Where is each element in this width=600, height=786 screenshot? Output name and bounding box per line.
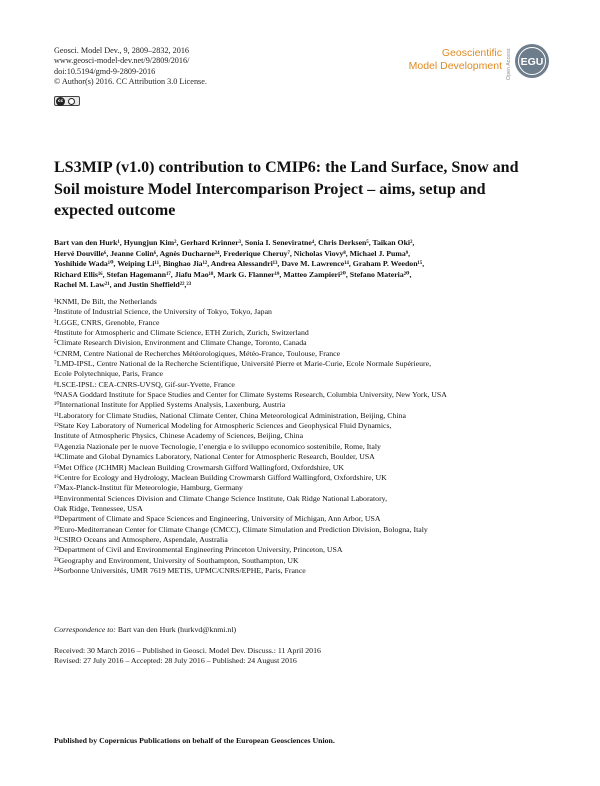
article-url[interactable]: www.geosci-model-dev.net/9/2809/2016/: [54, 56, 190, 66]
cc-by-icon: [68, 98, 75, 105]
affiliation: ⁵Climate Research Division, Environment and Climate Change, Toronto, Canada: [54, 338, 307, 348]
affiliation: ²Institute of Industrial Science, the University of Tokyo, Tokyo, Japan: [54, 307, 272, 317]
correspondence-contact[interactable]: Bart van den Hurk (hurkvd@knmi.nl): [117, 625, 237, 634]
author-line: Hervé Douville⁶, Jeanne Colin⁶, Agnès Ducharne²⁴, Frederique Cheruy⁷, Nicholas Viovy⁸, Michael J. Puma⁹,: [54, 248, 411, 258]
open-access-label: Open Access: [506, 48, 512, 80]
correspondence: [54, 625, 236, 634]
affiliation: ⁹NASA Goddard Institute for Space Studies and Center for Climate Systems Research, Columbia University, New York, USA: [54, 390, 447, 400]
affiliation: ¹³Agenzia Nazionale per le nuove Tecnologie, l’energia e lo sviluppo economico sostenibile, Rome, Italy: [54, 441, 381, 451]
author-line: Bart van den Hurk¹, Hyungjun Kim², Gerhard Krinner³, Sonia I. Seneviratne⁴, Chris Derksen⁵, Taikan Oki²,: [54, 238, 415, 247]
affiliation: ⁷LMD-IPSL, Centre National de la Recherche Scientifique, Université Pierre et Marie-Curie, Ecole Normale Supérieure,: [54, 359, 432, 369]
affiliation: ¹KNMI, De Bilt, the Netherlands: [54, 297, 157, 306]
affiliation: ⁴Institute for Atmospheric and Climate Science, ETH Zurich, Zurich, Switzerland: [54, 328, 309, 338]
affiliation: ²³Geography and Environment, University of Southampton, Southampton, UK: [54, 555, 299, 565]
affiliation: ¹⁵Met Office (JCHMR) Maclean Building Crowmarsh Gifford Wallingford, Oxfordshire, UK: [54, 462, 345, 472]
egu-logo-icon: [514, 43, 550, 79]
journal-name-line2: Model Development: [408, 59, 502, 72]
affiliation: ²⁰Euro-Mediterranean Center for Climate Change (CMCC), Climate Simulation and Prediction Division, Bologna, Italy: [54, 524, 428, 534]
affiliation: ²⁴Sorbonne Universités, UMR 7619 METIS, UPMC/CNRS/EPHE, Paris, France: [54, 565, 306, 575]
paper-title: [54, 157, 554, 222]
cc-logo-icon: cc: [57, 98, 64, 104]
citation-block: [54, 46, 207, 87]
affiliation: ¹⁰International Institute for Applied Systems Analysis, Laxenburg, Austria: [54, 400, 286, 410]
affiliation: ¹⁷Max-Planck-Institut für Meteorologie, Hamburg, Germany: [54, 483, 243, 493]
egu-logo-text: EGU: [520, 56, 544, 68]
affiliation: ¹⁶Centre for Ecology and Hydrology, Maclean Building Crowmarsh Gifford Wallingford, Oxfordshire, UK: [54, 472, 387, 482]
article-doi[interactable]: doi:10.5194/gmd-9-2809-2016: [54, 66, 156, 76]
affiliation: ¹⁸Environmental Sciences Division and Climate Change Science Institute, Oak Ridge National Laboratory,: [54, 493, 388, 503]
affiliation: Oak Ridge, Tennessee, USA: [54, 503, 143, 513]
cc-license-icon[interactable]: [54, 96, 80, 106]
title-line: LS3MIP (v1.0) contribution to CMIP6: the Land Surface, Snow and: [54, 159, 519, 176]
affiliation: ¹²State Key Laboratory of Numerical Modeling for Atmospheric Sciences and Geophysical Fluid Dynamics,: [54, 421, 392, 431]
affiliation: ²¹CSIRO Oceans and Atmosphere, Aspendale, Australia: [54, 534, 228, 544]
journal-name-line1: Geoscientific: [441, 47, 502, 59]
author-line: Richard Ellis¹⁶, Stefan Hagemann¹⁷, Jiafu Mao¹⁸, Mark G. Flanner¹⁹, Matteo Zampieri²⁰, Stefano Materia²⁰,: [54, 269, 412, 279]
affiliation: ⁶CNRM, Centre National de Recherches Météorologiques, Météo-France, Toulouse, France: [54, 348, 341, 358]
correspondence-label: Correspondence to:: [54, 625, 116, 634]
publisher-footer: Published by Copernicus Publications on behalf of the European Geosciences Union.: [54, 736, 335, 745]
affiliation: Ecole Polytechnique, Paris, France: [54, 369, 163, 379]
publication-dates: [54, 646, 321, 667]
affiliation: ¹⁹Department of Climate and Space Sciences and Engineering, University of Michigan, Ann Arbor, USA: [54, 514, 381, 524]
affiliation: ³LGGE, CNRS, Grenoble, France: [54, 317, 160, 327]
date-line: Received: 30 March 2016 – Published in Geosci. Model Dev. Discuss.: 11 April 2016: [54, 646, 321, 655]
author-line: Yoshihide Wada¹⁰, Weiping Li¹¹, Binghao Jia¹², Andrea Alessandri¹³, Dave M. Lawrence¹⁴, Graham P. Weedon¹⁵,: [54, 259, 425, 269]
author-line: Rachel M. Law²¹, and Justin Sheffield²²,²³: [54, 280, 192, 290]
affiliation: ²²Department of Civil and Environmental Engineering Princeton University, Princeton, USA: [54, 545, 343, 555]
copyright-notice: © Author(s) 2016. CC Attribution 3.0 License.: [54, 76, 207, 86]
author-list: [54, 238, 554, 291]
title-line: Soil moisture Model Intercomparison Project – aims, setup and: [54, 180, 486, 198]
affiliation: ¹⁴Climate and Global Dynamics Laboratory, National Center for Atmospheric Research, Boulder, USA: [54, 452, 375, 462]
date-line: Revised: 27 July 2016 – Accepted: 28 July 2016 – Published: 24 August 2016: [54, 656, 297, 666]
affiliation: ¹¹Laboratory for Climate Studies, National Climate Center, China Meteorological Administration, Beijing, China: [54, 410, 406, 420]
affiliation-list: [54, 297, 554, 576]
affiliation: Institute of Atmospheric Physics, Chinese Academy of Sciences, Beijing, China: [54, 431, 304, 441]
affiliation: ⁸LSCE-IPSL: CEA-CNRS-UVSQ, Gif-sur-Yvette, France: [54, 379, 235, 389]
title-line: expected outcome: [54, 202, 176, 220]
journal-logo-text: [402, 47, 502, 72]
journal-citation: Geosci. Model Dev., 9, 2809–2832, 2016: [54, 46, 190, 55]
